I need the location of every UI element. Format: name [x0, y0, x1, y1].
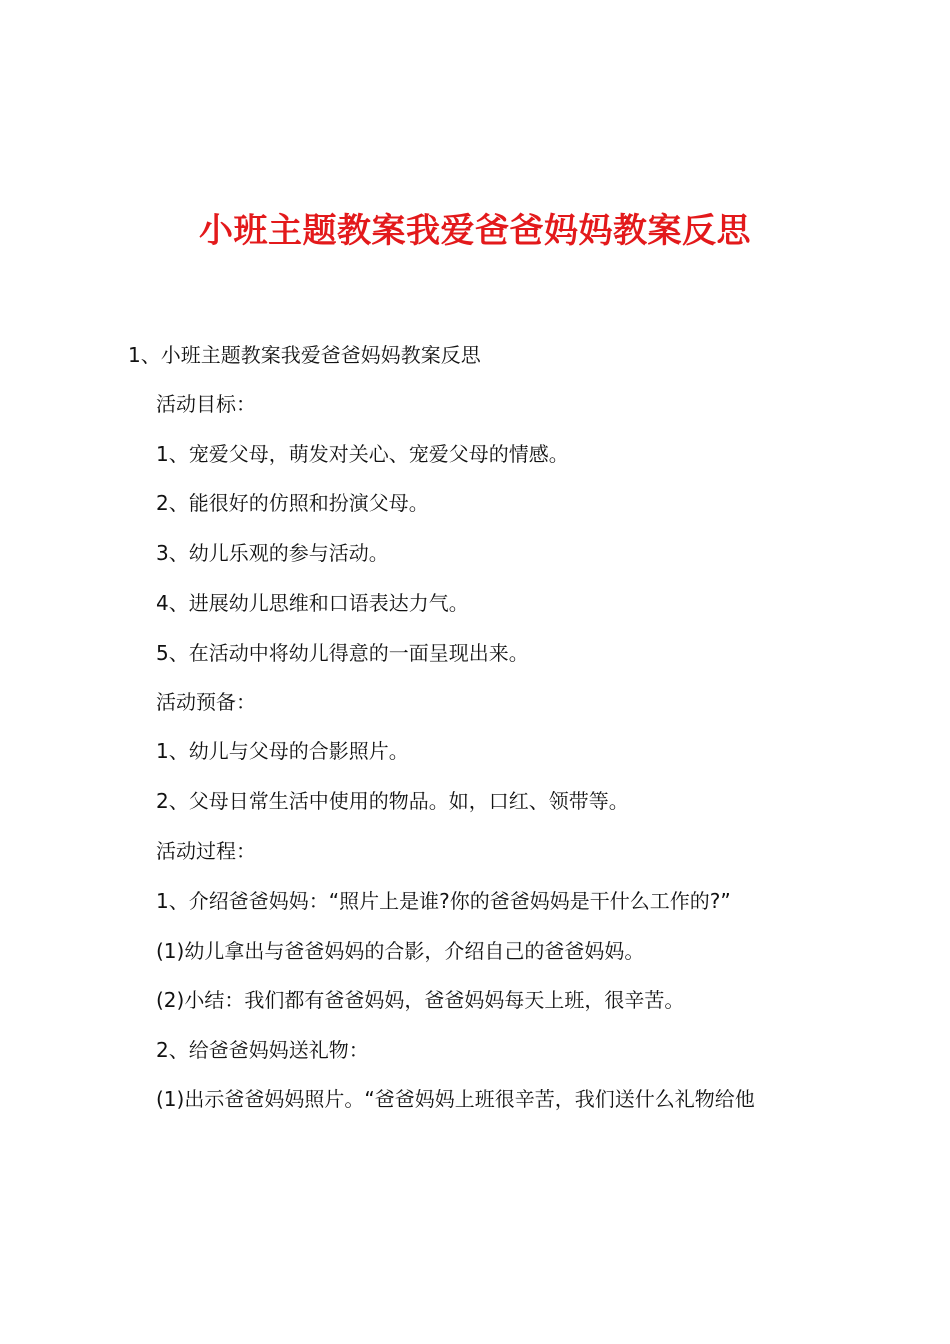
process-item: (2)小结：我们都有爸爸妈妈，爸爸妈妈每天上班，很辛苦。	[156, 988, 685, 1012]
prep-label: 活动预备：	[156, 690, 256, 714]
goal-item: 2、能很好的仿照和扮演父母。	[156, 491, 429, 515]
goal-item: 5、在活动中将幼儿得意的一面呈现出来。	[156, 641, 529, 665]
goal-item: 3、幼儿乐观的参与活动。	[156, 541, 389, 565]
process-item: (1)幼儿拿出与爸爸妈妈的合影，介绍自己的爸爸妈妈。	[156, 939, 645, 963]
goals-label: 活动目标：	[156, 392, 256, 416]
process-item: 1、介绍爸爸妈妈：“照片上是谁?你的爸爸妈妈是干什么工作的?”	[156, 889, 731, 913]
process-label: 活动过程：	[156, 839, 256, 863]
prep-item: 2、父母日常生活中使用的物品。如，口红、领带等。	[156, 789, 629, 813]
process-item: (1)出示爸爸妈妈照片。“爸爸妈妈上班很辛苦，我们送什么礼物给他	[156, 1087, 755, 1111]
goal-item: 4、进展幼儿思维和口语表达力气。	[156, 591, 469, 615]
goal-item: 1、宠爱父母，萌发对关心、宠爱父母的情感。	[156, 442, 569, 466]
prep-item: 1、幼儿与父母的合影照片。	[156, 739, 409, 763]
section-heading: 1、小班主题教案我爱爸爸妈妈教案反思	[128, 343, 481, 367]
document-title: 小班主题教案我爱爸爸妈妈教案反思	[199, 211, 751, 251]
process-item: 2、给爸爸妈妈送礼物：	[156, 1038, 369, 1062]
